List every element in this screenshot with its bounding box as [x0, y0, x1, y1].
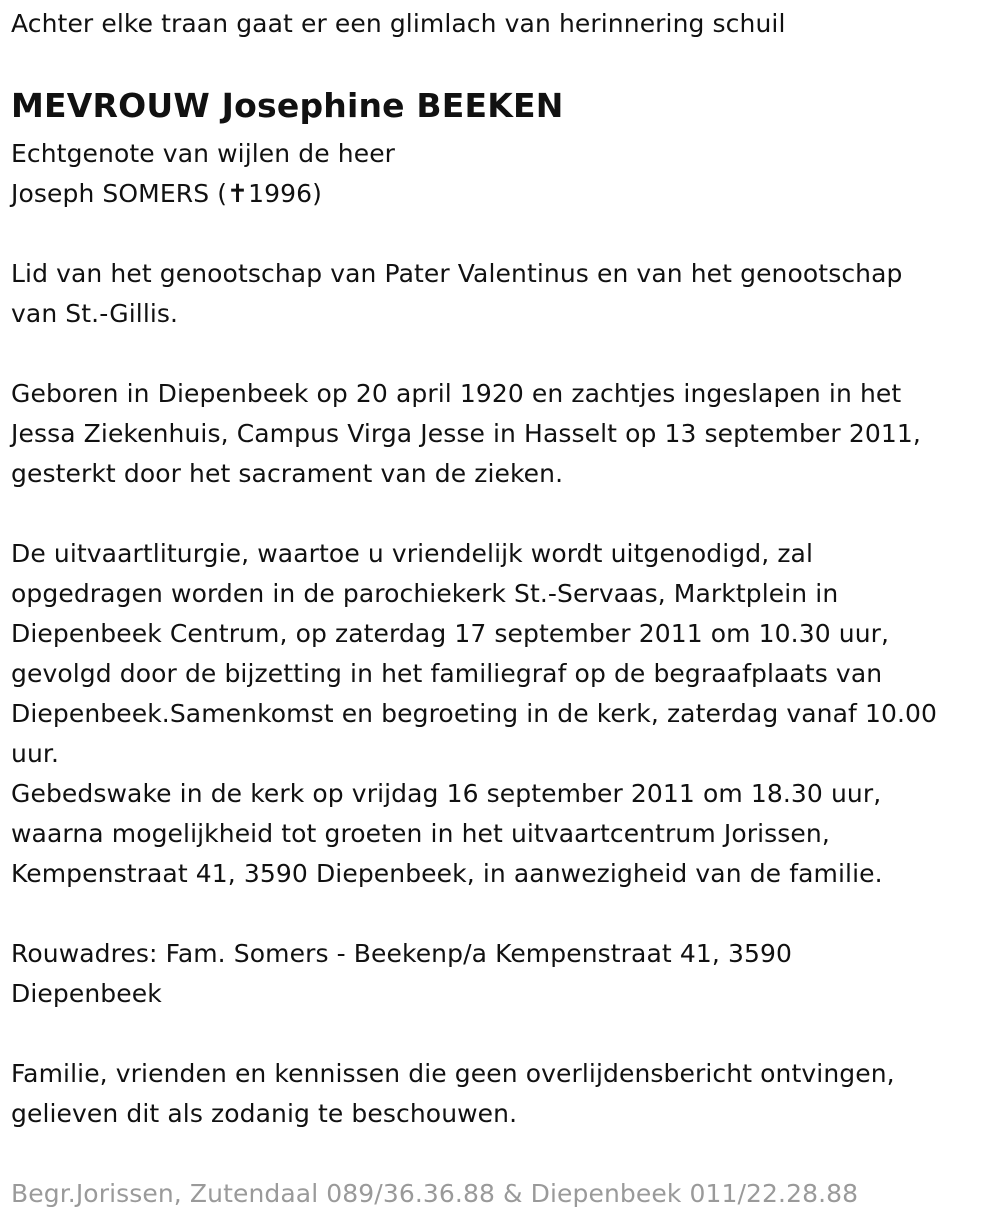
funeral-line: gevolgd door de bijzetting in het familiegraf op de begraafplaats van: [11, 659, 883, 688]
funeral-home-footer: Begr.Jorissen, Zutendaal 089/36.36.88 & Diepenbeek 011/22.28.88: [11, 1179, 859, 1208]
spouse-line: Joseph SOMERS (✝1996): [11, 179, 323, 208]
birth-death-line: Jessa Ziekenhuis, Campus Virga Jesse in Hasselt op 13 september 2011,: [11, 419, 921, 448]
funeral-line: De uitvaartliturgie, waartoe u vriendelijk wordt uitgenodigd, zal: [11, 539, 814, 568]
birth-death-line: gesterkt door het sacrament van de zieken.: [11, 459, 564, 488]
address-line: Rouwadres: Fam. Somers - Beekenp/a Kempenstraat 41, 3590: [11, 939, 792, 968]
vigil-line: waarna mogelijkheid tot groeten in het uitvaartcentrum Jorissen,: [11, 819, 830, 848]
spouse-line: Echtgenote van wijlen de heer: [11, 139, 396, 168]
notice-line: gelieven dit als zodanig te beschouwen.: [11, 1099, 518, 1128]
funeral-line: Diepenbeek.Samenkomst en begroeting in de kerk, zaterdag vanaf 10.00: [11, 699, 938, 728]
membership-line: van St.-Gillis.: [11, 299, 179, 328]
motto: Achter elke traan gaat er een glimlach van herinnering schuil: [11, 9, 786, 38]
vigil-line: Gebedswake in de kerk op vrijdag 16 september 2011 om 18.30 uur,: [11, 779, 882, 808]
birth-death-line: Geboren in Diepenbeek op 20 april 1920 en zachtjes ingeslapen in het: [11, 379, 902, 408]
funeral-line: Diepenbeek Centrum, op zaterdag 17 september 2011 om 10.30 uur,: [11, 619, 890, 648]
address-line: Diepenbeek: [11, 979, 162, 1008]
membership-line: Lid van het genootschap van Pater Valentinus en van het genootschap: [11, 259, 903, 288]
deceased-name: MEVROUW Josephine BEEKEN: [11, 86, 564, 125]
funeral-line: opgedragen worden in de parochiekerk St.-Servaas, Marktplein in: [11, 579, 839, 608]
vigil-line: Kempenstraat 41, 3590 Diepenbeek, in aanwezigheid van de familie.: [11, 859, 883, 888]
funeral-line: uur.: [11, 739, 60, 768]
notice-line: Familie, vrienden en kennissen die geen overlijdensbericht ontvingen,: [11, 1059, 895, 1088]
